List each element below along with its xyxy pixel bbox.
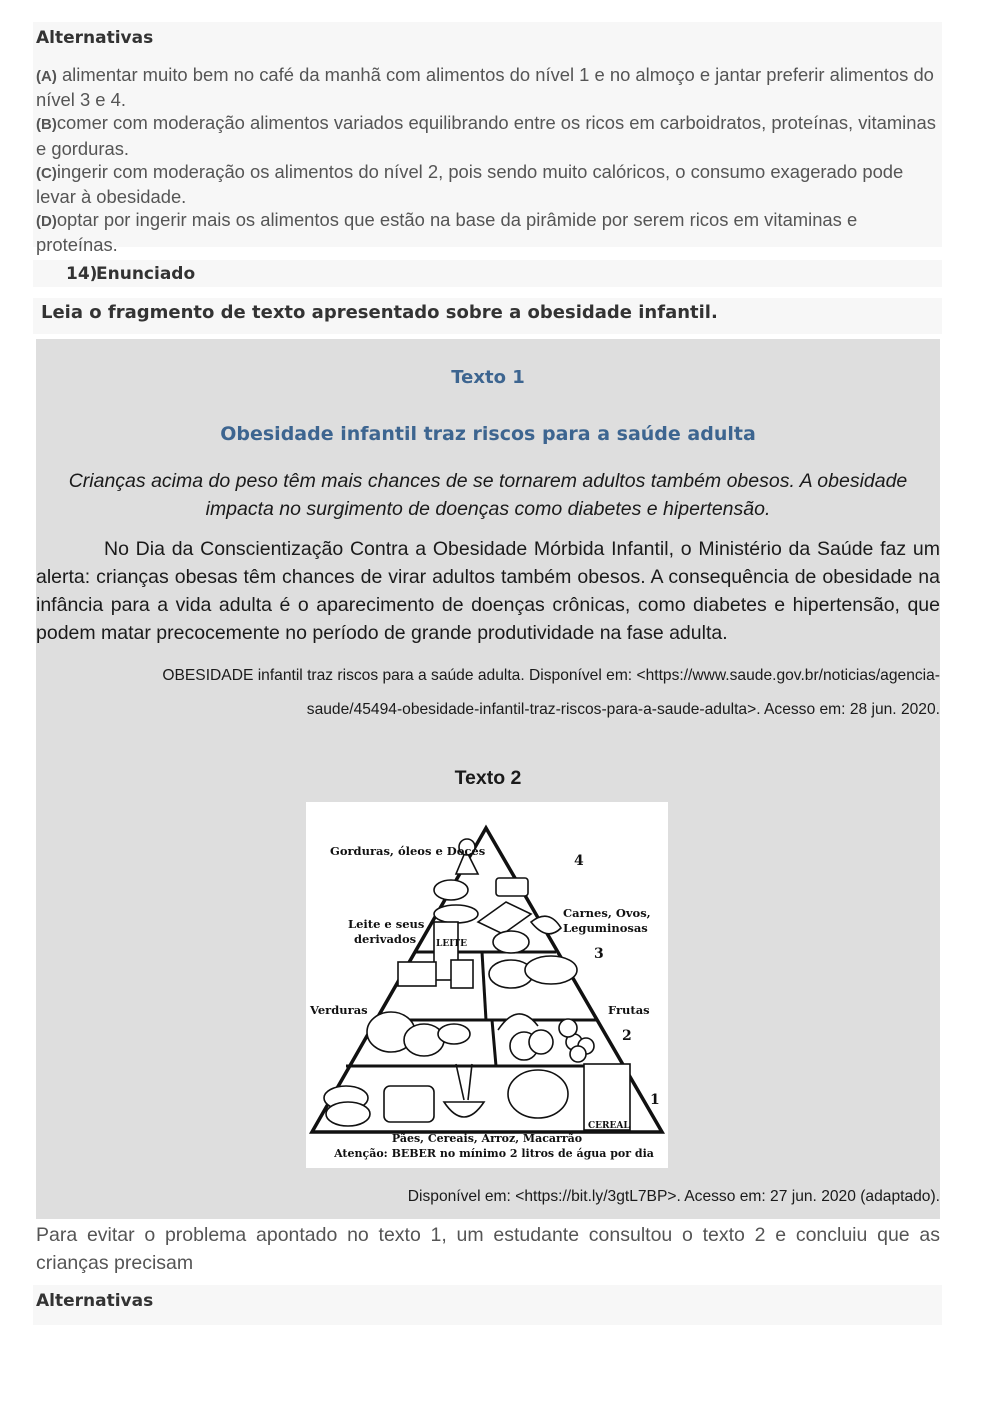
alternative-text: optar por ingerir mais os alimentos que estão na base da pirâmide por serem ricos em vitaminas e proteínas. [36,209,858,256]
pyramid-label-meat-line1: Carnes, Ovos, [563,906,651,920]
food-pyramid-image [306,802,668,1168]
pyramid-label-meat-line2: Leguminosas [563,921,648,935]
alternatives-list [36,63,938,257]
alternatives-title-bottom: Alternativas [36,1291,154,1311]
question-stem: Para evitar o problema apontado no texto 1, um estudante consultou o texto 2 e concluiu que as crianças precisam [36,1224,940,1274]
texto1-source: OBESIDADE infantil traz riscos para a saúde adulta. Disponível em: <https://www.saude.gov.br/noticias/agencia-saude/45494-obesidade-infantil-traz-riscos-para-a-saude-adulta>. Acesso em: 28 jun. 2020. [162,667,940,718]
pyramid-level-2-number: 2 [622,1028,632,1044]
pyramid-label-fruits: Frutas [608,1003,650,1017]
alternative-text: alimentar muito bem no café da manhã com alimentos do nível 1 e no almoço e jantar preferir alimentos do nível 3 e 4. [36,64,934,111]
pyramid-label-vegetables: Verduras [310,1003,368,1017]
pyramid-label-dairy-line2: derivados [354,932,417,946]
texto1-label: Texto 1 [451,367,525,388]
article-lead: Crianças acima do peso têm mais chances de se tornarem adultos também obesos. A obesidade impacta no surgimento de doenças como diabetes e hipertensão. [68,470,908,520]
article-title: Obesidade infantil traz riscos para a saúde adulta [220,423,756,445]
alternative-d[interactable] [36,208,938,256]
pyramid-label-dairy-line1: Leite e seus [348,917,425,931]
alternative-b[interactable] [36,111,938,159]
alternative-letter: (A) [36,68,57,85]
milk-carton-label: LEITE [436,939,467,949]
alternatives-title: Alternativas [36,28,154,48]
pyramid-level-3-number: 3 [594,946,604,962]
pyramid-base-label: Pães, Cereais, Arroz, Macarrão [391,1132,583,1145]
alternative-c[interactable] [36,160,938,208]
alternative-text: ingerir com moderação os alimentos do nível 2, pois sendo muito calóricos, o consumo exagerado pode levar à obesidade. [36,160,904,208]
texto2-source: Disponível em: <https://bit.ly/3gtL7BP>. Acesso em: 27 jun. 2020 (adaptado). [407,1188,940,1205]
alternative-a[interactable] [36,63,938,111]
alternative-letter: (D) [36,213,57,231]
cereal-box-label: CEREAL [588,1121,630,1131]
question-heading [33,260,942,287]
pyramid-label-fats: Gorduras, óleos e Doces [330,844,486,858]
article-body: No Dia da Conscientização Contra a Obesidade Mórbida Infantil, o Ministério da Saúde faz um alerta: crianças obesas têm chances de virar adultos também obesos. A consequência de obesidade na infância para a vida adulta é o aparecimento de doenças crônicas, como diabetes e hipertensão, que podem matar precocemente no período de grande produtividade na fase adulta. [36,538,940,644]
alternatives-heading-bar [33,1285,942,1325]
question-heading-label: Enunciado [96,264,196,284]
texto2-label: Texto 2 [454,767,522,789]
pyramid-level-4-number: 4 [574,853,584,869]
question-prompt-bar [33,298,942,334]
question-prompt: Leia o fragmento de texto apresentado sobre a obesidade infantil. [41,302,718,323]
pyramid-water-note: Atenção: BEBER no mínimo 2 litros de água por dia [334,1147,654,1160]
alternative-letter: (C) [36,164,57,182]
question-number: 14) [66,264,98,284]
texts-box [36,339,940,1219]
food-pyramid-drawing [306,802,668,1168]
pyramid-level-1-number: 1 [650,1092,660,1108]
alternative-text: comer com moderação alimentos variados equilibrando entre os ricos em carboidratos, proteínas, vitaminas e gorduras. [36,112,936,159]
previous-alternatives-block [33,22,942,256]
alternative-letter: (B) [36,116,57,134]
